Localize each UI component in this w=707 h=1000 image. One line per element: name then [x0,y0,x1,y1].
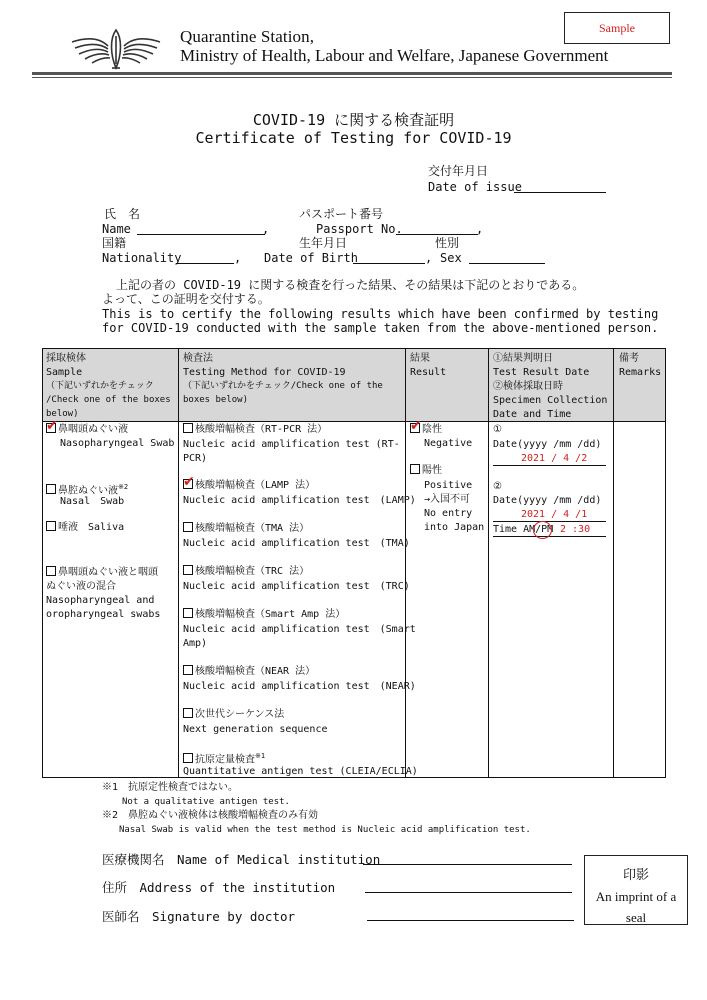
doctor-signature-field[interactable] [367,920,574,921]
name-label-ja: 氏 名 [104,207,141,221]
method-label-en: Nucleic acid amplification test (RT- [183,439,400,450]
dob-field[interactable] [353,263,425,264]
time-prefix: Time AM/PM [493,524,554,535]
checkbox[interactable] [183,474,195,490]
sex-label-en: Sex [440,251,462,265]
header-sample-note-en2: below) [46,409,79,419]
nationality-label-ja: 国籍 [102,236,127,250]
sample-option-mixed[interactable] [46,566,158,579]
checkbox[interactable] [46,521,56,531]
header-date-l3: ②検体採取日時 [493,381,563,392]
passport-label-en: Passport No. [316,222,403,236]
method-label-ja: 核酸増幅検査（LAMP 法） [195,480,316,491]
sample-option-saliva[interactable] [46,521,124,534]
date2-field-line [493,521,606,522]
institution-address-field[interactable] [365,892,572,893]
footnote-2-ja: ※2 鼻腔ぬぐい液検体は核酸増幅検査のみ有効 [102,810,319,821]
header-remarks-ja: 備考 [619,353,639,364]
method-label-ja: 核酸増幅検査（NEAR 法） [195,666,316,677]
sample-label-en2: oropharyngeal swabs [46,609,161,620]
date1-marker: ① [493,424,502,435]
col-divider [613,348,614,778]
method-label-en: Quantitative antigen test (CLEIA/ECLIA) [183,766,418,777]
checkbox[interactable] [46,566,56,576]
sample-stamp: Sample [564,12,670,44]
sample-option-nasopharyngeal[interactable] [46,418,128,436]
time-field-line [493,536,606,537]
method-label-en: Nucleic acid amplification test (TMA) [183,538,410,549]
date1-format: Date(yyyy /mm /dd) [493,439,602,450]
statement-en-1: This is to certify the following results which have been confirmed by testing [102,307,659,321]
method-label-en: Nucleic acid amplification test (Smart [183,624,416,635]
statement-ja-2: よって、この証明を交付する。 [102,292,270,306]
method-label-en2: PCR) [183,453,208,464]
check-mark-icon: ✔ [46,418,58,434]
sample-label-en: Nasopharyngeal Swab [60,438,175,449]
result-label-ja: 陽性 [422,465,442,476]
sample-label-en: Nasal Swab [60,496,125,507]
method-label-en: Nucleic acid amplification test (LAMP) [183,495,416,506]
method-option-antigen[interactable] [183,750,265,766]
method-option-tma[interactable] [183,522,309,535]
method-label-en: Next generation sequence [183,724,328,735]
sex-label-ja: 性別 [435,236,460,250]
date2-format: Date(yyyy /mm /dd) [493,495,602,506]
institution-name-row [102,850,380,868]
method-label-en: Nucleic acid amplification test (NEAR) [183,681,416,692]
name-label-en: Name [102,222,131,236]
col-divider [405,348,406,778]
method-label-ja: 次世代シーケンス法 [195,709,285,720]
passport-label-ja: パスポート番号 [299,207,384,221]
doctor-signature-row [102,907,295,925]
checkbox[interactable] [410,418,422,434]
method-option-ngs[interactable] [183,708,284,721]
title-english: Certificate of Testing for COVID-19 [195,129,512,147]
seal-label-ja: 印影 [622,867,649,882]
institution-address-label-ja: 住所 [102,880,128,895]
institution-address-row [102,878,335,896]
header-method-note: （下記いずれかをチェック/Check one of the [183,381,383,391]
dob-label-ja: 生年月日 [299,236,348,250]
header-rule [32,72,672,75]
title-japanese: COVID-19 に関する検査証明 [252,111,455,129]
method-label-ja: 核酸増幅検査（RT-PCR 法） [195,424,328,435]
header-result-ja: 結果 [410,353,430,364]
footnote-2-en: Nasal Swab is valid when the test method is Nucleic acid amplification test. [119,825,531,835]
result-label-ja: 陰性 [422,424,442,435]
quarantine-emblem-icon [70,24,162,74]
checkbox[interactable] [183,665,193,675]
header-sample-note-ja: （下記いずれかをチェック [46,381,154,391]
header-sample-ja: 採取検体 [46,353,86,364]
checkbox[interactable] [410,464,420,474]
pm-selection-circle [533,521,552,539]
method-option-smartamp[interactable] [183,608,345,621]
result-label-en: Negative [424,438,473,449]
seal-label-en1: An imprint of a [595,889,677,904]
statement-en-2: for COVID-19 conducted with the sample taken from the above-mentioned person. [102,321,659,335]
footnote-marker: ※1 [255,752,266,760]
header-method-note2: boxes below) [183,395,249,405]
sex-field[interactable] [469,263,545,264]
seal-label-en2: seal [625,910,647,925]
method-label-ja: 核酸増幅検査（Smart Amp 法） [195,609,346,620]
header-result-en: Result [410,367,447,378]
nationality-label-en: Nationality [102,251,182,265]
date1-value[interactable]: 2021 / 4 /2 [521,453,588,464]
dob-label-en: Date of Birth [264,251,358,265]
agency-name-line2: Ministry of Health, Labour and Welfare, Japanese Government [180,46,609,65]
checkbox[interactable] [183,753,193,763]
issue-date-label-ja: 交付年月日 [428,164,489,178]
date2-marker: ② [493,481,502,492]
seal-imprint-box [584,855,688,925]
check-mark-icon: ✔ [410,418,422,434]
result-no-entry-en2: into Japan [424,522,485,533]
footnote-1-ja: ※1 抗原定性検査ではない。 [102,782,239,793]
date1-field-line [493,465,606,466]
results-table [42,348,666,778]
header-date-l2: Test Result Date [493,367,590,378]
institution-name-field[interactable] [363,864,572,865]
sample-label-ja: 鼻咽頭ぬぐい液 [58,424,128,435]
header-rule-thin [32,77,672,78]
method-label-en2: Amp) [183,638,208,649]
comma-3: , [234,251,242,265]
method-label-en: Nucleic acid amplification test (TRC) [183,581,410,592]
result-option-negative[interactable] [410,418,442,436]
result-option-positive[interactable] [410,464,442,477]
sample-label-ja: 唾液 [58,522,78,533]
checkbox[interactable] [183,565,193,575]
method-option-trc[interactable] [183,565,309,578]
header-remarks-en: Remarks [619,367,662,378]
passport-field[interactable] [396,234,478,235]
name-field[interactable] [137,234,265,235]
checkbox[interactable] [46,418,58,434]
header-sample-note-en: /Check one of the boxes [46,395,171,405]
checkbox[interactable] [183,423,193,433]
comma-2: , [476,222,484,236]
checkbox[interactable] [183,708,193,718]
footnote-marker: ※2 [118,483,129,491]
sample-label-ja2: ぬぐい液の混合 [46,581,116,592]
method-option-rtpcr[interactable] [183,423,327,436]
checkbox[interactable] [46,484,56,494]
col-divider [488,348,489,778]
doctor-label-en: Signature by doctor [152,909,296,924]
agency-name-line1: Quarantine Station, [180,27,315,46]
comma-4: , [425,251,433,265]
result-no-entry-ja: →入国不可 [424,494,471,505]
comma-1: , [262,222,270,236]
checkbox[interactable] [183,522,193,532]
sample-label-en: Saliva [88,522,125,533]
time-value[interactable]: 2 :30 [560,524,591,535]
method-label-ja: 核酸増幅検査（TMA 法） [195,523,310,534]
col-divider [178,348,179,778]
doctor-label-ja: 医師名 [102,909,140,924]
method-option-near[interactable] [183,665,315,678]
footnote-1-en: Not a qualitative antigen test. [122,797,290,807]
sample-label-en: Nasopharyngeal and [46,595,155,606]
method-label-ja: 核酸増幅検査（TRC 法） [195,566,310,577]
header-date-l4: Specimen Collection [493,395,608,406]
header-method-en: Testing Method for COVID-19 [183,367,346,378]
institution-address-label-en: Address of the institution [139,880,336,895]
header-sample-en: Sample [46,367,83,378]
result-label-en: Positive [424,480,473,491]
issue-date-field[interactable] [514,192,606,193]
statement-ja-1: 上記の者の COVID-19 に関する検査を行った結果、その結果は下記のとおりである。 [116,278,585,292]
method-option-lamp[interactable] [183,474,316,492]
check-mark-icon: ✔ [183,474,195,490]
nationality-field[interactable] [176,263,234,264]
checkbox[interactable] [183,608,193,618]
method-label-ja: 抗原定量検査 [195,754,255,766]
issue-date-label-en: Date of issue [428,180,522,194]
header-date-l1: ①結果判明日 [493,353,553,364]
table-header-divider [42,421,666,422]
institution-name-label-en: Name of Medical institution [177,852,381,867]
date2-value[interactable]: 2021 / 4 /1 [521,509,588,520]
sample-label-ja: 鼻腔ぬぐい液 [58,485,118,497]
sample-label-ja: 鼻咽頭ぬぐい液と咽頭 [58,567,158,578]
header-method-ja: 検査法 [183,353,213,364]
header-date-l5: Date and Time [493,409,572,420]
result-no-entry-en: No entry [424,508,473,519]
institution-name-label-ja: 医療機関名 [102,852,165,867]
